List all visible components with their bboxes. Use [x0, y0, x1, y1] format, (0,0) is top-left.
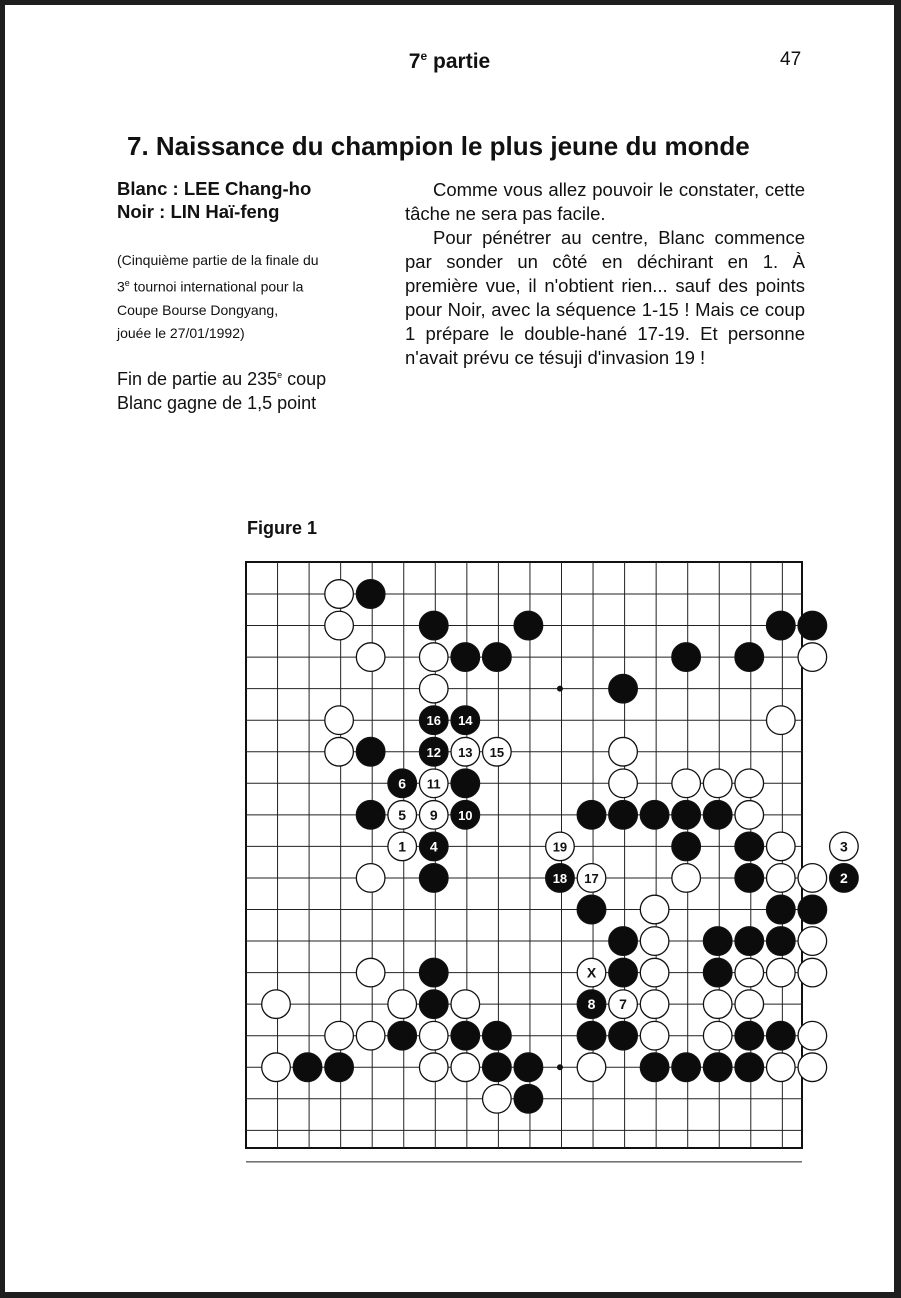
black-stone — [356, 801, 385, 830]
white-stone — [703, 1021, 732, 1050]
stone-move-label: 16 — [426, 713, 441, 729]
stone-move-label: 13 — [458, 744, 473, 760]
black-stone — [703, 958, 732, 987]
white-stone — [735, 801, 764, 830]
stone-move-label: 12 — [426, 744, 441, 760]
black-stone — [640, 801, 669, 830]
hoshi-point — [557, 1064, 563, 1070]
white-stone — [483, 1085, 512, 1114]
white-stone — [798, 643, 827, 672]
white-stone — [672, 769, 701, 798]
chapter-number: 7 — [408, 50, 421, 73]
white-stone — [419, 1021, 448, 1050]
black-stone — [356, 737, 385, 766]
white-stone — [640, 1021, 669, 1050]
black-stone — [767, 895, 796, 924]
black-stone — [609, 1021, 638, 1050]
white-stone — [325, 1021, 354, 1050]
black-stone — [609, 958, 638, 987]
black-stone — [419, 990, 448, 1019]
stone-move-label: 8 — [587, 996, 596, 1013]
white-stone — [767, 832, 796, 861]
black-stone — [798, 895, 827, 924]
stone-move-label: 19 — [552, 839, 568, 855]
winner: Blanc gagne de 1,5 point — [117, 393, 317, 413]
black-stone — [451, 643, 480, 672]
stone-move-label: 14 — [458, 713, 473, 729]
white-stone — [577, 1053, 606, 1082]
black-stone — [672, 1053, 701, 1082]
stone-move-label: 1 — [398, 838, 407, 855]
black-stone — [419, 958, 448, 987]
black-stone — [483, 1053, 512, 1082]
stone-move-label: 17 — [584, 870, 599, 886]
white-stone — [640, 958, 669, 987]
white-stone — [767, 958, 796, 987]
chapter-ordinal-suffix: e — [420, 49, 428, 63]
black-stone — [451, 769, 480, 798]
end-move: Fin de partie au 235e coup — [117, 369, 327, 389]
black-stone — [672, 643, 701, 672]
black-stone — [672, 832, 701, 861]
white-stone — [262, 990, 291, 1019]
stone-move-label: 18 — [552, 870, 568, 886]
black-stone — [735, 1021, 764, 1050]
paragraph-2: Pour pénétrer au centre, Blanc commence par sonder un côté en déchirant en 1. À première vue, il n'obtient rien... sauf des points pour Noir, avec la séquence 1-15 ! Mais ce coup 1 prépare le double-hané 17-19. Et personne n'avait prévu ce tésuji d'invasion 19 ! — [405, 227, 805, 368]
black-stone — [514, 1053, 543, 1082]
white-stone — [325, 737, 354, 766]
note-line-2: 3e tournoi international pour la — [117, 278, 304, 295]
chapter-title: 7. Naissance du champion le plus jeune du monde — [127, 131, 750, 161]
white-stone — [767, 864, 796, 893]
black-stone — [577, 801, 606, 830]
note-line-4: jouée le 27/01/1992) — [117, 324, 245, 341]
black-stone — [735, 643, 764, 672]
black-stone — [798, 611, 827, 640]
white-stone — [356, 643, 385, 672]
white-stone — [356, 1021, 385, 1050]
black-stone — [419, 611, 448, 640]
black-stone — [609, 801, 638, 830]
black-stone — [735, 927, 764, 956]
white-stone — [419, 674, 448, 703]
white-stone — [388, 990, 417, 1019]
white-stone — [609, 737, 638, 766]
white-stone — [798, 958, 827, 987]
black-stone — [767, 927, 796, 956]
stone-move-label: 10 — [458, 807, 473, 823]
stone-move-label: 11 — [426, 776, 441, 792]
white-stone — [451, 1053, 480, 1082]
note-line-3: Coupe Bourse Dongyang, — [117, 301, 279, 318]
stone-move-label: 4 — [429, 838, 438, 855]
stone-move-label: 2 — [840, 869, 848, 886]
black-stone — [293, 1053, 322, 1082]
white-stone — [419, 643, 448, 672]
white-player: Blanc : LEE Chang-ho — [117, 178, 312, 199]
white-stone — [640, 927, 669, 956]
white-stone — [325, 706, 354, 735]
white-stone — [798, 1053, 827, 1082]
white-stone — [672, 864, 701, 893]
stone-move-label: 6 — [398, 775, 407, 792]
black-stone — [483, 1021, 512, 1050]
black-stone — [672, 801, 701, 830]
white-stone — [451, 990, 480, 1019]
black-stone — [703, 927, 732, 956]
black-stone — [514, 611, 543, 640]
white-stone — [798, 864, 827, 893]
white-stone — [325, 580, 354, 609]
black-stone — [388, 1021, 417, 1050]
stone-move-label: 5 — [398, 806, 407, 823]
page-number: 47 — [780, 49, 802, 70]
white-stone — [798, 927, 827, 956]
black-stone — [419, 864, 448, 893]
go-board-diagram — [5, 5, 894, 1292]
white-stone — [703, 990, 732, 1019]
stone-move-label: 15 — [489, 744, 505, 760]
white-stone — [735, 990, 764, 1019]
stone-move-label: 7 — [619, 996, 627, 1013]
black-stone — [735, 1053, 764, 1082]
white-stone — [640, 895, 669, 924]
white-stone — [262, 1053, 291, 1082]
black-player: Noir : LIN Haï-feng — [117, 201, 280, 222]
black-stone — [609, 927, 638, 956]
hoshi-point — [557, 686, 563, 692]
stone-move-label: X — [586, 964, 597, 981]
stone-move-label: 9 — [429, 806, 438, 823]
white-stone — [767, 1053, 796, 1082]
black-stone — [735, 832, 764, 861]
white-stone — [325, 611, 354, 640]
white-stone — [356, 958, 385, 987]
black-stone — [325, 1053, 354, 1082]
white-stone — [419, 1053, 448, 1082]
figure-label: Figure 1 — [247, 518, 318, 538]
white-stone — [703, 769, 732, 798]
white-stone — [609, 769, 638, 798]
white-stone — [640, 990, 669, 1019]
black-stone — [577, 895, 606, 924]
black-stone — [514, 1085, 543, 1114]
black-stone — [356, 580, 385, 609]
black-stone — [640, 1053, 669, 1082]
chapter-word: partie — [433, 50, 491, 73]
black-stone — [767, 1021, 796, 1050]
paragraph-1: Comme vous allez pouvoir le constater, cette tâche ne sera pas facile. — [405, 179, 805, 224]
stone-move-label: 3 — [840, 838, 848, 855]
black-stone — [703, 1053, 732, 1082]
black-stone — [451, 1021, 480, 1050]
white-stone — [735, 958, 764, 987]
book-page — [5, 5, 894, 1292]
white-stone — [735, 769, 764, 798]
black-stone — [483, 643, 512, 672]
white-stone — [798, 1021, 827, 1050]
black-stone — [767, 611, 796, 640]
black-stone — [703, 801, 732, 830]
black-stone — [735, 864, 764, 893]
white-stone — [767, 706, 796, 735]
white-stone — [356, 864, 385, 893]
black-stone — [577, 1021, 606, 1050]
black-stone — [609, 674, 638, 703]
note-line-1: (Cinquième partie de la finale du — [117, 252, 319, 268]
